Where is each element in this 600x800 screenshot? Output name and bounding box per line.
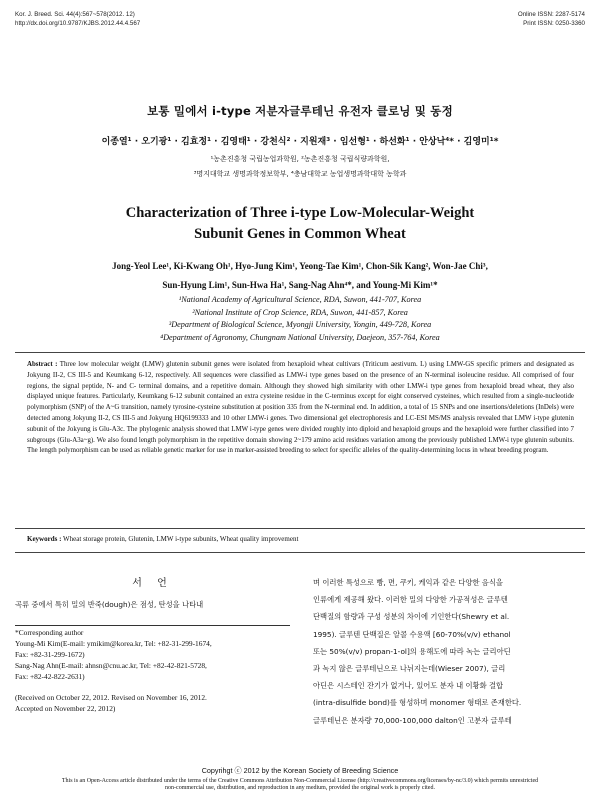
journal-citation: Kor. J. Breed. Sci. 44(4):567~578(2012. 12): [15, 11, 135, 18]
corresponding-1: Young-Mi Kim(E-mail: ymikim@korea.kr, Tel: +82-31-299-1674,: [15, 639, 212, 648]
abstract-label: Abstract :: [27, 361, 58, 368]
intro-line: (intra-disulfide bond)를 형성하며 monomer 형태로 존재한다.: [313, 698, 522, 708]
affiliation-3: ³Department of Biological Science, Myongji University, Yongin, 449-728, Korea: [168, 320, 432, 330]
keywords-text: Wheat storage protein, Glutenin, LMW i-type subunits, Wheat quality improvement: [63, 535, 299, 543]
english-title-line-2: Subunit Genes in Common Wheat: [194, 226, 406, 242]
intro-line: 1995). 글루텐 단백질은 알콜 수용액 [60-70%(v/v) ethanol: [313, 629, 511, 639]
abstract: [27, 360, 574, 457]
online-issn: Online ISSN: 2287-5174: [517, 11, 585, 18]
affiliation-4: ⁴Department of Agronomy, Chungnam National University, Daejeon, 357-764, Korea: [160, 332, 440, 342]
received-date: (Received on October 22, 2012. Revised on November 16, 2012.: [15, 693, 207, 702]
correspondence-block: [15, 627, 290, 714]
corresponding-label: *Corresponding author: [15, 628, 84, 637]
corresponding-1-fax: Fax: +82-31-299-1672): [15, 650, 85, 659]
corresponding-2: Sang-Nag Ahn(E-mail: ahnsn@cnu.ac.kr, Tel: +82-42-821-5728,: [15, 661, 207, 670]
english-title: [0, 203, 600, 245]
affiliation-1: ¹National Academy of Agricultural Science, RDA, Suwon, 441-707, Korea: [178, 295, 422, 304]
affiliation-2: ²National Institute of Crop Science, RDA, Suwon, 441-857, Korea: [192, 307, 408, 317]
footnote-rule: [15, 625, 290, 626]
korean-authors: 이종열¹ · 오기광¹ · 김효정¹ · 김영태¹ · 강천식² · 지원재³ · 임선형¹ · 하선화¹ · 안상낙⁴* · 김영미¹*: [101, 137, 499, 147]
print-issn: Print ISSN: 0250-3360: [523, 20, 585, 27]
intro-line: 인류에게 제공해 왔다. 이러한 밀의 다양한 가공적성은 글루텐: [313, 595, 508, 605]
journal-header: [15, 10, 140, 28]
english-authors-line-2: Sun-Hyung Lim¹, Sun-Hwa Ha¹, Sang-Nag Ahn⁴*, and Young-Mi Kim¹*: [162, 280, 438, 290]
english-title-line-1: Characterization of Three i-type Low-Molecular-Weight: [125, 205, 475, 221]
korean-title: 보통 밀에서 i-type 저분자글루테닌 유전자 클로닝 및 동정: [147, 104, 453, 118]
license-notice: This is an Open-Access article distributed under the terms of the Creative Commons Attribution Non-Commercial License (http://creativecommons.org/licenses/by-nc/3.0) which permits unrestricted non-commercial use, distribution, and reproduction in any medium, provided the original work is properly cited.: [61, 778, 539, 791]
intro-left-paragraph: 곡류 중에서 특히 밀의 반죽(dough)은 점성, 탄성을 나타내: [15, 600, 204, 609]
intro-line: 과 녹지 않은 글루테닌으로 나뉘지는데(Wieser 2007), 글리: [313, 664, 506, 674]
intro-right-column: [313, 574, 585, 729]
intro-line: 며 이러한 특성으로 빵, 면, 쿠키, 케익과 같은 다양한 음식을: [313, 578, 503, 587]
korean-affiliation-1: ¹농촌진흥청 국립농업과학원, ²농촌진흥청 국립식량과학원,: [210, 155, 390, 163]
abstract-top-rule: [15, 352, 585, 353]
intro-line: 단백질의 함량과 구성 성분의 차이에 기인한다(Shewry et al.: [313, 612, 510, 622]
english-authors-line-1: Jong-Yeol Lee¹, Ki-Kwang Oh¹, Hyo-Jung Kim¹, Yeong-Tae Kim¹, Chon-Sik Kang², Won-Jae Chi³,: [112, 261, 488, 271]
intro-section-title: 서 언: [132, 578, 173, 589]
keywords-label: Keywords :: [27, 535, 62, 543]
copyright-notice: Copyrihgt ⓒ 2012 by the Korean Society of Breeding Science: [201, 766, 399, 775]
korean-affiliation-2: ³명지대학교 생명과학정보학부, ⁴충남대학교 농업생명과학대학 농학과: [193, 170, 407, 178]
keywords: [27, 535, 298, 543]
intro-line: 글루테닌은 분자량 70,000-100,000 dalton인 고분자 글루테: [313, 715, 512, 725]
abstract-bottom-rule: [15, 528, 585, 529]
english-affiliations: [0, 294, 600, 344]
intro-line: 또는 50%(v/v) propan-1-ol]의 용해도에 따라 녹는 글리아딘: [313, 646, 511, 656]
doi-link[interactable]: http://dx.doi.org/10.9787/KJBS.2012.44.4.567: [15, 20, 141, 27]
accepted-date: Accepted on November 22, 2012): [15, 704, 116, 713]
corresponding-2-fax: Fax: +82-42-822-2631): [15, 672, 85, 681]
intro-line: 아딘은 시스테인 잔기가 없거나, 있어도 분자 내 이황화 결합: [313, 681, 504, 691]
keywords-bottom-rule: [15, 552, 585, 553]
abstract-text: Three low molecular weight (LMW) glutenin subunit genes were isolated from hexaploid wheat cultivars (Triticum aestivum. L) using LMW-GS specific primers and designated as Jokyung II-2, CS III-5 and Keumkang 6-12, respectively. All sequences were classified as LMW-i type genes based on the presence of an N-terminal isoleucine residue. All comprised of four regions, the signal peptide, N- and C- terminal domains, and a repetitive domain. Although they showed high similarity with other LMW-i type genes from hexaploid bread wheat, they also displayed unique features. Particularly, Keumkang 6-12 subunit contained an extra cysteine residue in the C-terminus except for eight conserved cysteines, which resulted from a single-nucleotide polymorphism (SNP) of the A~G transition, namely tyrosine-cysteine substitution at position 335 from the N-terminal end. In addition, a total of 15 SNPs and one insertions/deletions (InDels) were detected among Jokyung II-2, CS III-5 and Jokyung HQ6199333 and 10 other LMW-i genes. Two dimensional gel electrophoresis and LC-ESI MS/MS analysis revealed that LMW i-type glutenin subunit of the Jokyung is Glu-A3c. The phylogenic analysis showed that LMW i-type genes were divided roughly into diploid and hexaploid groups and the hexaploid were further classified into 7 subgroups (Glu-A3a~g). We also found length polymorphism in the repetitive domain showing 2~179 amino acid residues variation among the previously published LMW-i type glutenin subunits. The length polymorphism can be used as reliable genetic marker for use in marker-assisted breeding to select for specific alleles of the quality-determining locus in wheat breeding program.: [27, 361, 574, 455]
issn-header: [518, 10, 585, 28]
